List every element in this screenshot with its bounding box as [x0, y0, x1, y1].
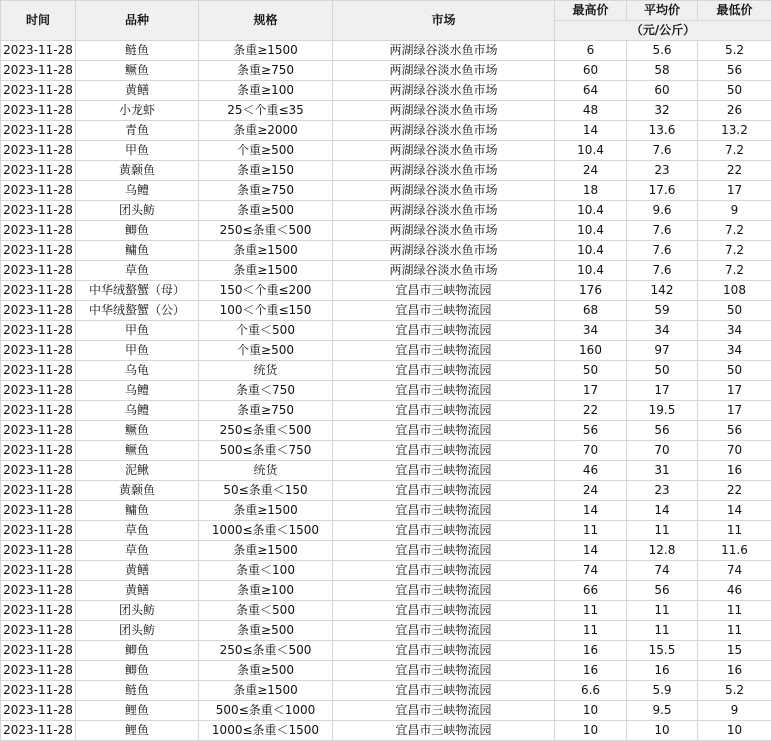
cell-market: 宜昌市三峡物流园 [333, 621, 555, 641]
table-row [1, 121, 771, 141]
cell-high: 46 [555, 461, 627, 481]
cell-avg: 17 [627, 381, 698, 401]
cell-kind: 中华绒螯蟹（公） [76, 301, 199, 321]
cell-market: 两湖绿谷淡水鱼市场 [333, 121, 555, 141]
table-row [1, 181, 771, 201]
cell-date: 2023-11-28 [1, 621, 76, 641]
cell-date: 2023-11-28 [1, 201, 76, 221]
cell-low: 7.2 [698, 141, 771, 161]
table-row [1, 581, 771, 601]
cell-market: 两湖绿谷淡水鱼市场 [333, 61, 555, 81]
cell-date: 2023-11-28 [1, 181, 76, 201]
cell-date: 2023-11-28 [1, 681, 76, 701]
cell-market: 两湖绿谷淡水鱼市场 [333, 141, 555, 161]
cell-avg: 19.5 [627, 401, 698, 421]
cell-avg: 58 [627, 61, 698, 81]
cell-kind: 鲤鱼 [76, 721, 199, 741]
table-row [1, 661, 771, 681]
cell-avg: 5.9 [627, 681, 698, 701]
cell-low: 108 [698, 281, 771, 301]
header-kind: 品种 [76, 1, 199, 41]
table-row [1, 41, 771, 61]
header-date: 时间 [1, 1, 76, 41]
cell-kind: 团头鲂 [76, 601, 199, 621]
cell-low: 10 [698, 721, 771, 741]
header-high: 最高价 [555, 1, 627, 21]
cell-low: 50 [698, 361, 771, 381]
cell-low: 11 [698, 621, 771, 641]
table-row [1, 501, 771, 521]
cell-spec: 个重＜500 [199, 321, 333, 341]
cell-low: 11 [698, 521, 771, 541]
header-market: 市场 [333, 1, 555, 41]
cell-kind: 鳙鱼 [76, 501, 199, 521]
cell-market: 两湖绿谷淡水鱼市场 [333, 201, 555, 221]
table-body [1, 41, 771, 741]
cell-spec: 250≤条重＜500 [199, 421, 333, 441]
cell-high: 50 [555, 361, 627, 381]
cell-kind: 鲫鱼 [76, 221, 199, 241]
cell-avg: 7.6 [627, 221, 698, 241]
cell-avg: 10 [627, 721, 698, 741]
cell-kind: 鳙鱼 [76, 241, 199, 261]
cell-low: 22 [698, 161, 771, 181]
cell-high: 6.6 [555, 681, 627, 701]
cell-spec: 条重≥1500 [199, 501, 333, 521]
cell-high: 160 [555, 341, 627, 361]
cell-date: 2023-11-28 [1, 261, 76, 281]
cell-avg: 15.5 [627, 641, 698, 661]
cell-high: 18 [555, 181, 627, 201]
cell-high: 14 [555, 501, 627, 521]
cell-market: 宜昌市三峡物流园 [333, 361, 555, 381]
cell-date: 2023-11-28 [1, 141, 76, 161]
cell-low: 14 [698, 501, 771, 521]
cell-spec: 条重≥500 [199, 201, 333, 221]
cell-date: 2023-11-28 [1, 361, 76, 381]
cell-high: 34 [555, 321, 627, 341]
cell-spec: 统货 [199, 361, 333, 381]
cell-avg: 97 [627, 341, 698, 361]
table-row [1, 721, 771, 741]
cell-high: 10.4 [555, 261, 627, 281]
cell-spec: 条重≥150 [199, 161, 333, 181]
cell-low: 34 [698, 321, 771, 341]
cell-date: 2023-11-28 [1, 101, 76, 121]
cell-market: 宜昌市三峡物流园 [333, 681, 555, 701]
cell-low: 22 [698, 481, 771, 501]
header-avg: 平均价 [627, 1, 698, 21]
cell-market: 两湖绿谷淡水鱼市场 [333, 221, 555, 241]
cell-spec: 500≤条重＜750 [199, 441, 333, 461]
cell-spec: 条重≥750 [199, 401, 333, 421]
cell-market: 宜昌市三峡物流园 [333, 501, 555, 521]
cell-avg: 74 [627, 561, 698, 581]
cell-avg: 9.5 [627, 701, 698, 721]
cell-date: 2023-11-28 [1, 541, 76, 561]
cell-market: 两湖绿谷淡水鱼市场 [333, 181, 555, 201]
cell-avg: 60 [627, 81, 698, 101]
cell-date: 2023-11-28 [1, 241, 76, 261]
table-row [1, 161, 771, 181]
cell-kind: 草鱼 [76, 541, 199, 561]
cell-market: 两湖绿谷淡水鱼市场 [333, 101, 555, 121]
cell-date: 2023-11-28 [1, 381, 76, 401]
cell-date: 2023-11-28 [1, 521, 76, 541]
cell-market: 宜昌市三峡物流园 [333, 341, 555, 361]
cell-kind: 鳜鱼 [76, 441, 199, 461]
cell-spec: 250≤条重＜500 [199, 221, 333, 241]
cell-date: 2023-11-28 [1, 641, 76, 661]
cell-high: 22 [555, 401, 627, 421]
cell-high: 56 [555, 421, 627, 441]
table-row [1, 421, 771, 441]
cell-high: 24 [555, 161, 627, 181]
cell-spec: 条重＜750 [199, 381, 333, 401]
table-row [1, 681, 771, 701]
cell-market: 宜昌市三峡物流园 [333, 381, 555, 401]
cell-avg: 11 [627, 521, 698, 541]
cell-high: 14 [555, 541, 627, 561]
cell-date: 2023-11-28 [1, 701, 76, 721]
table-row [1, 141, 771, 161]
cell-low: 7.2 [698, 241, 771, 261]
cell-high: 66 [555, 581, 627, 601]
cell-kind: 黄颡鱼 [76, 161, 199, 181]
table-row [1, 441, 771, 461]
cell-spec: 个重≥500 [199, 141, 333, 161]
cell-kind: 鲫鱼 [76, 661, 199, 681]
cell-spec: 条重≥1500 [199, 261, 333, 281]
cell-avg: 14 [627, 501, 698, 521]
cell-market: 两湖绿谷淡水鱼市场 [333, 261, 555, 281]
cell-kind: 乌鳢 [76, 181, 199, 201]
table-row [1, 701, 771, 721]
cell-market: 宜昌市三峡物流园 [333, 721, 555, 741]
cell-spec: 50≤条重＜150 [199, 481, 333, 501]
cell-low: 5.2 [698, 41, 771, 61]
cell-market: 宜昌市三峡物流园 [333, 301, 555, 321]
cell-avg: 70 [627, 441, 698, 461]
cell-high: 24 [555, 481, 627, 501]
cell-kind: 甲鱼 [76, 341, 199, 361]
cell-spec: 统货 [199, 461, 333, 481]
cell-date: 2023-11-28 [1, 481, 76, 501]
cell-kind: 草鱼 [76, 521, 199, 541]
table-row [1, 381, 771, 401]
cell-kind: 鲫鱼 [76, 641, 199, 661]
cell-market: 宜昌市三峡物流园 [333, 441, 555, 461]
cell-date: 2023-11-28 [1, 221, 76, 241]
cell-market: 两湖绿谷淡水鱼市场 [333, 41, 555, 61]
cell-spec: 条重≥750 [199, 181, 333, 201]
cell-high: 10.4 [555, 221, 627, 241]
cell-kind: 鳜鱼 [76, 61, 199, 81]
cell-kind: 鳜鱼 [76, 421, 199, 441]
cell-spec: 条重≥1500 [199, 681, 333, 701]
cell-avg: 9.6 [627, 201, 698, 221]
cell-market: 宜昌市三峡物流园 [333, 581, 555, 601]
header-spec: 规格 [199, 1, 333, 41]
cell-low: 7.2 [698, 261, 771, 281]
cell-date: 2023-11-28 [1, 301, 76, 321]
cell-high: 17 [555, 381, 627, 401]
cell-low: 7.2 [698, 221, 771, 241]
cell-high: 11 [555, 521, 627, 541]
cell-date: 2023-11-28 [1, 561, 76, 581]
cell-low: 26 [698, 101, 771, 121]
cell-low: 16 [698, 661, 771, 681]
table-row [1, 61, 771, 81]
cell-high: 10.4 [555, 201, 627, 221]
cell-low: 17 [698, 181, 771, 201]
cell-market: 两湖绿谷淡水鱼市场 [333, 81, 555, 101]
table-row [1, 261, 771, 281]
cell-high: 64 [555, 81, 627, 101]
cell-high: 10.4 [555, 141, 627, 161]
cell-market: 宜昌市三峡物流园 [333, 661, 555, 681]
cell-avg: 11 [627, 621, 698, 641]
cell-kind: 黄鳝 [76, 561, 199, 581]
cell-kind: 黄鳝 [76, 81, 199, 101]
cell-kind: 团头鲂 [76, 201, 199, 221]
cell-low: 9 [698, 201, 771, 221]
cell-avg: 13.6 [627, 121, 698, 141]
cell-low: 74 [698, 561, 771, 581]
cell-spec: 条重≥1500 [199, 541, 333, 561]
table-row [1, 321, 771, 341]
cell-high: 48 [555, 101, 627, 121]
cell-spec: 条重＜500 [199, 601, 333, 621]
table-row [1, 621, 771, 641]
cell-high: 176 [555, 281, 627, 301]
cell-spec: 条重≥2000 [199, 121, 333, 141]
cell-date: 2023-11-28 [1, 461, 76, 481]
cell-date: 2023-11-28 [1, 441, 76, 461]
cell-low: 34 [698, 341, 771, 361]
cell-high: 74 [555, 561, 627, 581]
cell-kind: 乌鳢 [76, 381, 199, 401]
table-row [1, 601, 771, 621]
cell-avg: 16 [627, 661, 698, 681]
cell-low: 50 [698, 301, 771, 321]
table-row [1, 401, 771, 421]
cell-high: 10 [555, 701, 627, 721]
cell-low: 70 [698, 441, 771, 461]
cell-spec: 250≤条重＜500 [199, 641, 333, 661]
table-row [1, 341, 771, 361]
cell-low: 11.6 [698, 541, 771, 561]
cell-kind: 甲鱼 [76, 141, 199, 161]
cell-kind: 乌鳢 [76, 401, 199, 421]
cell-date: 2023-11-28 [1, 121, 76, 141]
cell-kind: 鲢鱼 [76, 41, 199, 61]
cell-spec: 25＜个重≤35 [199, 101, 333, 121]
table-row [1, 281, 771, 301]
cell-avg: 56 [627, 421, 698, 441]
cell-low: 17 [698, 381, 771, 401]
cell-avg: 59 [627, 301, 698, 321]
cell-spec: 条重≥100 [199, 81, 333, 101]
cell-avg: 7.6 [627, 261, 698, 281]
cell-kind: 黄鳝 [76, 581, 199, 601]
cell-market: 宜昌市三峡物流园 [333, 561, 555, 581]
cell-high: 70 [555, 441, 627, 461]
cell-market: 两湖绿谷淡水鱼市场 [333, 241, 555, 261]
cell-avg: 31 [627, 461, 698, 481]
cell-kind: 黄颡鱼 [76, 481, 199, 501]
cell-high: 16 [555, 641, 627, 661]
cell-market: 宜昌市三峡物流园 [333, 521, 555, 541]
cell-avg: 17.6 [627, 181, 698, 201]
cell-market: 宜昌市三峡物流园 [333, 321, 555, 341]
cell-date: 2023-11-28 [1, 81, 76, 101]
cell-kind: 青鱼 [76, 121, 199, 141]
cell-market: 宜昌市三峡物流园 [333, 541, 555, 561]
cell-spec: 条重≥1500 [199, 241, 333, 261]
cell-market: 宜昌市三峡物流园 [333, 401, 555, 421]
cell-low: 15 [698, 641, 771, 661]
table-row [1, 541, 771, 561]
cell-spec: 150＜个重≤200 [199, 281, 333, 301]
cell-avg: 11 [627, 601, 698, 621]
cell-spec: 条重≥100 [199, 581, 333, 601]
cell-low: 13.2 [698, 121, 771, 141]
cell-spec: 500≤条重＜1000 [199, 701, 333, 721]
cell-spec: 100＜个重≤150 [199, 301, 333, 321]
cell-low: 56 [698, 421, 771, 441]
cell-date: 2023-11-28 [1, 41, 76, 61]
cell-avg: 142 [627, 281, 698, 301]
cell-high: 6 [555, 41, 627, 61]
cell-high: 68 [555, 301, 627, 321]
cell-kind: 泥鳅 [76, 461, 199, 481]
cell-kind: 鲢鱼 [76, 681, 199, 701]
table-row [1, 241, 771, 261]
cell-spec: 1000≤条重＜1500 [199, 721, 333, 741]
cell-high: 60 [555, 61, 627, 81]
cell-low: 17 [698, 401, 771, 421]
cell-date: 2023-11-28 [1, 281, 76, 301]
cell-avg: 7.6 [627, 141, 698, 161]
cell-spec: 条重≥1500 [199, 41, 333, 61]
cell-kind: 乌龟 [76, 361, 199, 381]
cell-avg: 23 [627, 161, 698, 181]
cell-date: 2023-11-28 [1, 721, 76, 741]
table-row [1, 461, 771, 481]
cell-high: 11 [555, 621, 627, 641]
cell-avg: 56 [627, 581, 698, 601]
cell-avg: 23 [627, 481, 698, 501]
table-header [1, 1, 771, 41]
cell-date: 2023-11-28 [1, 401, 76, 421]
cell-high: 14 [555, 121, 627, 141]
cell-spec: 个重≥500 [199, 341, 333, 361]
cell-market: 宜昌市三峡物流园 [333, 281, 555, 301]
cell-low: 5.2 [698, 681, 771, 701]
cell-low: 11 [698, 601, 771, 621]
table-row [1, 641, 771, 661]
cell-kind: 鲤鱼 [76, 701, 199, 721]
cell-low: 56 [698, 61, 771, 81]
cell-date: 2023-11-28 [1, 161, 76, 181]
cell-date: 2023-11-28 [1, 501, 76, 521]
header-unit: （元/公斤） [555, 21, 771, 41]
cell-market: 宜昌市三峡物流园 [333, 461, 555, 481]
cell-date: 2023-11-28 [1, 341, 76, 361]
table-row [1, 101, 771, 121]
cell-date: 2023-11-28 [1, 581, 76, 601]
table-row [1, 201, 771, 221]
cell-kind: 甲鱼 [76, 321, 199, 341]
cell-market: 宜昌市三峡物流园 [333, 601, 555, 621]
cell-spec: 条重≥500 [199, 621, 333, 641]
table-row [1, 301, 771, 321]
cell-low: 50 [698, 81, 771, 101]
cell-kind: 小龙虾 [76, 101, 199, 121]
table-row [1, 561, 771, 581]
cell-kind: 中华绒螯蟹（母） [76, 281, 199, 301]
cell-date: 2023-11-28 [1, 421, 76, 441]
cell-date: 2023-11-28 [1, 601, 76, 621]
cell-market: 宜昌市三峡物流园 [333, 641, 555, 661]
cell-spec: 条重＜100 [199, 561, 333, 581]
table-row [1, 81, 771, 101]
cell-high: 10 [555, 721, 627, 741]
cell-market: 宜昌市三峡物流园 [333, 421, 555, 441]
cell-spec: 1000≤条重＜1500 [199, 521, 333, 541]
cell-spec: 条重≥500 [199, 661, 333, 681]
cell-market: 宜昌市三峡物流园 [333, 701, 555, 721]
cell-avg: 5.6 [627, 41, 698, 61]
cell-avg: 7.6 [627, 241, 698, 261]
cell-avg: 34 [627, 321, 698, 341]
table-row [1, 521, 771, 541]
cell-date: 2023-11-28 [1, 661, 76, 681]
cell-low: 9 [698, 701, 771, 721]
cell-avg: 12.8 [627, 541, 698, 561]
cell-high: 11 [555, 601, 627, 621]
cell-avg: 32 [627, 101, 698, 121]
cell-kind: 团头鲂 [76, 621, 199, 641]
cell-date: 2023-11-28 [1, 321, 76, 341]
cell-low: 16 [698, 461, 771, 481]
cell-date: 2023-11-28 [1, 61, 76, 81]
cell-market: 宜昌市三峡物流园 [333, 481, 555, 501]
table-row [1, 481, 771, 501]
cell-kind: 草鱼 [76, 261, 199, 281]
cell-high: 10.4 [555, 241, 627, 261]
cell-market: 两湖绿谷淡水鱼市场 [333, 161, 555, 181]
table-row [1, 221, 771, 241]
table-row [1, 361, 771, 381]
cell-low: 46 [698, 581, 771, 601]
header-low: 最低价 [698, 1, 771, 21]
cell-high: 16 [555, 661, 627, 681]
cell-avg: 50 [627, 361, 698, 381]
cell-spec: 条重≥750 [199, 61, 333, 81]
